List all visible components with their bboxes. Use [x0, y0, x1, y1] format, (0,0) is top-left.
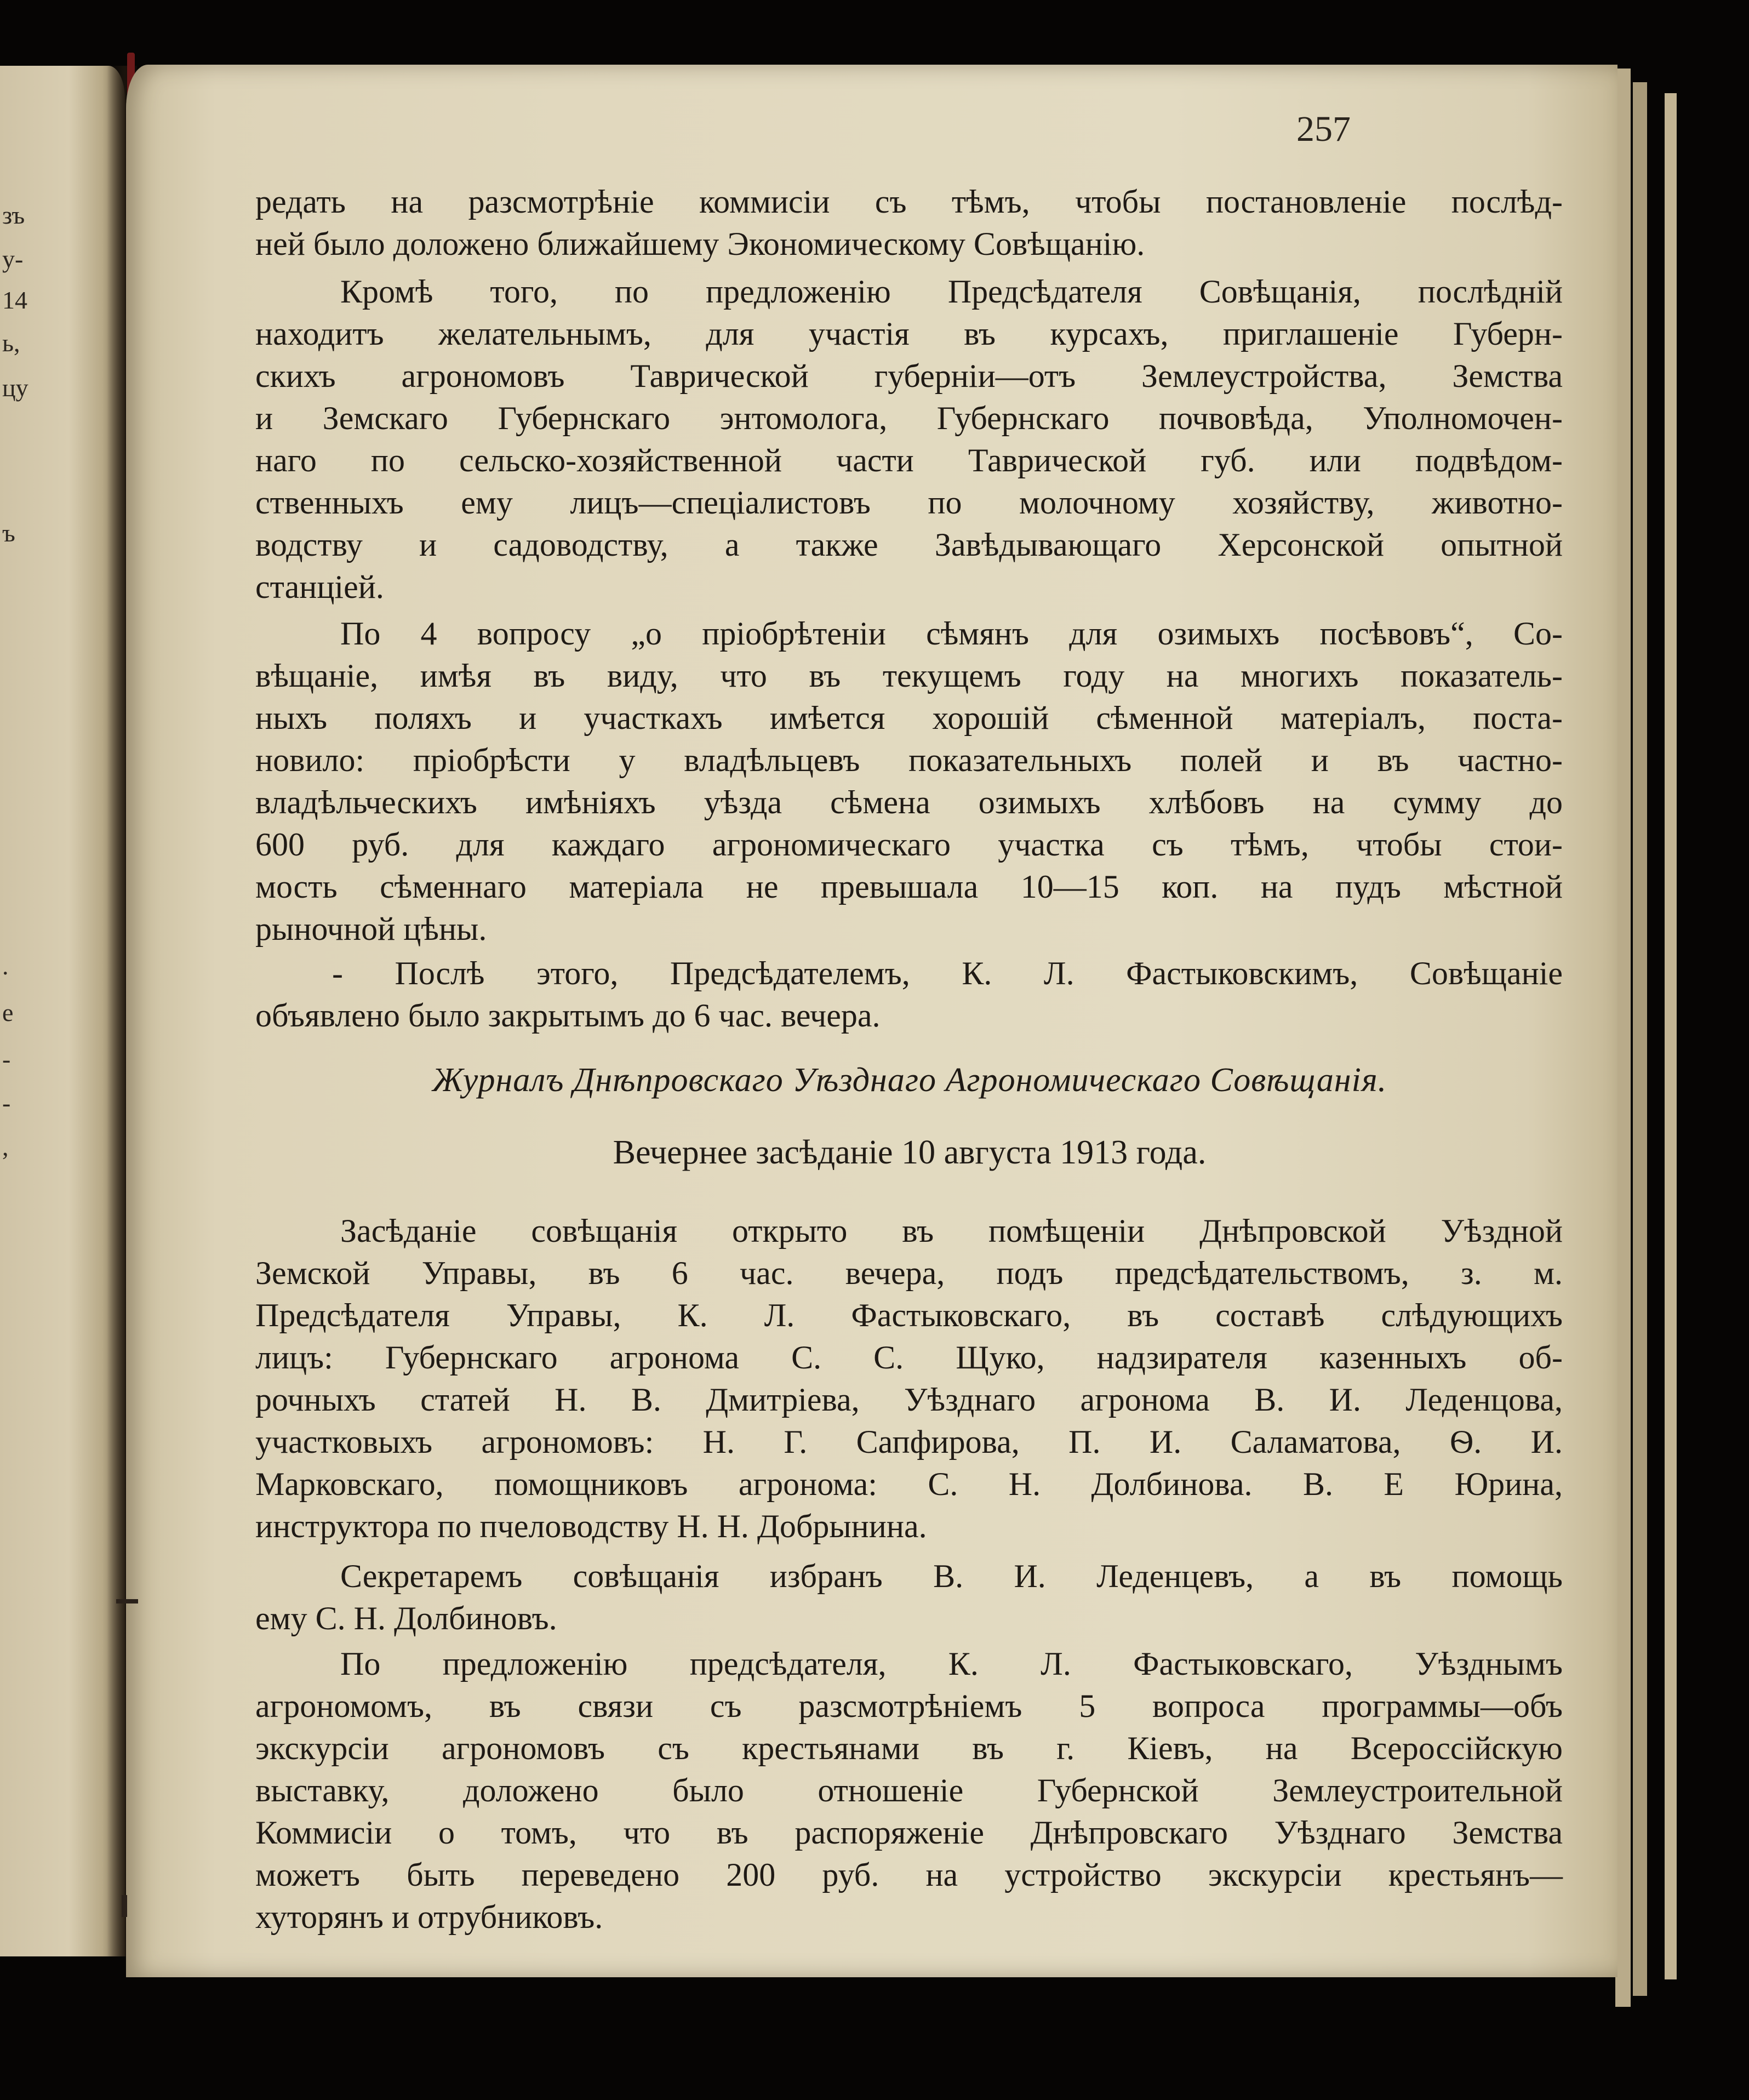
text-line: наго по сельско-хозяйственной части Таврической губ. или подвѣдом-: [255, 442, 1563, 478]
journal-heading: Журналъ Днѣпровскаго Уѣзднаго Агрономическаго Совѣщанія.: [432, 1062, 1387, 1099]
text-line: Коммисіи о томъ, что въ распоряженіе Днѣпровскаго Уѣзднаго Земства: [255, 1814, 1563, 1851]
text-line: рыночной цѣны.: [255, 911, 487, 947]
text-line: ственныхъ ему лицъ—спеціалистовъ по молочному хозяйству, животно-: [255, 484, 1563, 521]
text-line: Секретаремъ совѣщанія избранъ В. И. Леденцевъ, а въ помощь: [340, 1558, 1563, 1594]
text-line: и Земскаго Губернскаго энтомолога, Губернскаго почвовѣда, Уполномочен-: [255, 400, 1563, 436]
text-line: объявлено было закрытымъ до 6 час. вечера.: [255, 997, 881, 1034]
left-fragment: е: [2, 998, 14, 1026]
paragraph-excursion: [255, 1643, 1563, 1938]
text-line: вѣщаніе, имѣя въ виду, что въ текущемъ году на многихъ показатель-: [255, 658, 1563, 694]
text-line: участковыхъ агрономовъ: Н. Г. Сапфирова, П. И. Саламатова, Ѳ. И.: [255, 1424, 1563, 1460]
left-fragment: .: [2, 952, 9, 980]
paragraph-secretary: [255, 1555, 1563, 1640]
left-fragment: -: [2, 1089, 11, 1117]
page-edge: [1633, 82, 1647, 1996]
text-line: агрономомъ, въ связи съ разсмотрѣніемъ 5 вопроса программы—объ: [255, 1688, 1563, 1724]
text-line: редать на разсмотрѣніе коммисіи съ тѣмъ, чтобы постановленіе послѣд-: [255, 184, 1563, 220]
left-fragment: ,: [2, 1133, 9, 1161]
page-edge: [1665, 93, 1677, 1979]
text-line: - Послѣ этого, Предсѣдателемъ, К. Л. Фастыковскимъ, Совѣщаніе: [332, 955, 1563, 991]
text-line: хуторянъ и отрубниковъ.: [255, 1899, 603, 1935]
text-line: находитъ желательнымъ, для участія въ курсахъ, приглашеніе Губерн-: [255, 316, 1563, 352]
paragraph-invitations: [255, 271, 1563, 608]
left-fragment: зъ: [2, 201, 25, 229]
text-line: инструктора по пчеловодству Н. Н. Добрынина.: [255, 1508, 927, 1544]
paragraph-question-4: [255, 613, 1563, 950]
left-fragment: цу: [2, 374, 28, 402]
paragraph-closing: [255, 952, 1563, 1037]
session-heading: Вечернее засѣданіе 10 августа 1913 года.: [613, 1134, 1207, 1171]
previous-page-edge: [0, 66, 125, 1956]
paragraph-continuation: [255, 181, 1563, 265]
text-line: По предложенію предсѣдателя, К. Л. Фастыковскаго, Уѣзднымъ: [340, 1646, 1563, 1682]
text-line: мость сѣменнаго матеріала не превышала 10—15 коп. на пудъ мѣстной: [255, 869, 1563, 905]
text-line: выставку, доложено было отношеніе Губернской Землеустроительной: [255, 1772, 1563, 1808]
text-line: экскурсіи агрономовъ съ крестьянами въ г. Кіевъ, на Всероссійскую: [255, 1730, 1563, 1766]
text-line: ему С. Н. Долбиновъ.: [255, 1600, 557, 1636]
text-line: водству и садоводству, а также Завѣдывающаго Херсонской опытной: [255, 527, 1563, 563]
text-line: новило: пріобрѣсти у владѣльцевъ показательныхъ полей и въ частно-: [255, 742, 1563, 778]
margin-mark: [116, 1599, 138, 1603]
left-fragment: -: [2, 1045, 11, 1073]
text-line: Кромѣ того, по предложенію Предсѣдателя Совѣщанія, послѣдній: [340, 273, 1563, 310]
left-fragment: у-: [2, 245, 24, 273]
page-number: 257: [1296, 109, 1351, 149]
left-fragment: 14: [2, 286, 27, 314]
page-edge: [1615, 69, 1631, 2007]
text-line: По 4 вопросу „о пріобрѣтеніи сѣмянъ для озимыхъ посѣвовъ“, Со-: [340, 615, 1563, 652]
text-line: Земской Управы, въ 6 час. вечера, подъ предсѣдательствомъ, з. м.: [255, 1255, 1563, 1291]
margin-mark: [122, 1895, 127, 1917]
text-line: ныхъ поляхъ и участкахъ имѣется хорошій сѣменной матеріалъ, поста-: [255, 700, 1563, 736]
text-line: рочныхъ статей Н. В. Дмитріева, Уѣзднаго агронома В. И. Леденцова,: [255, 1382, 1563, 1418]
text-line: скихъ агрономовъ Таврической губерніи—отъ Землеустройства, Земства: [255, 358, 1563, 394]
text-line: Марковскаго, помощниковъ агронома: С. Н. Долбинова. В. Е Юрина,: [255, 1466, 1563, 1502]
text-line: 600 руб. для каждаго агрономическаго участка съ тѣмъ, чтобы стои-: [255, 826, 1563, 863]
left-fragment: ъ: [2, 519, 15, 547]
paragraph-attendees: [255, 1210, 1563, 1548]
text-line: Засѣданіе совѣщанія открыто въ помѣщеніи Днѣпровской Уѣздной: [340, 1213, 1563, 1249]
text-line: Предсѣдателя Управы, К. Л. Фастыковскаго, въ составѣ слѣдующихъ: [255, 1297, 1563, 1333]
text-line: станціей.: [255, 569, 384, 605]
text-line: можетъ быть переведено 200 руб. на устройство экскурсіи крестьянъ—: [255, 1857, 1563, 1893]
text-line: лицъ: Губернскаго агронома С. С. Щуко, надзирателя казенныхъ об-: [255, 1339, 1563, 1376]
text-line: ней было доложено ближайшему Экономическому Совѣщанію.: [255, 226, 1145, 262]
left-fragment: ь,: [2, 329, 20, 357]
book-page: [126, 65, 1617, 1977]
text-line: владѣльческихъ имѣніяхъ уѣзда сѣмена озимыхъ хлѣбовъ на сумму до: [255, 784, 1563, 820]
